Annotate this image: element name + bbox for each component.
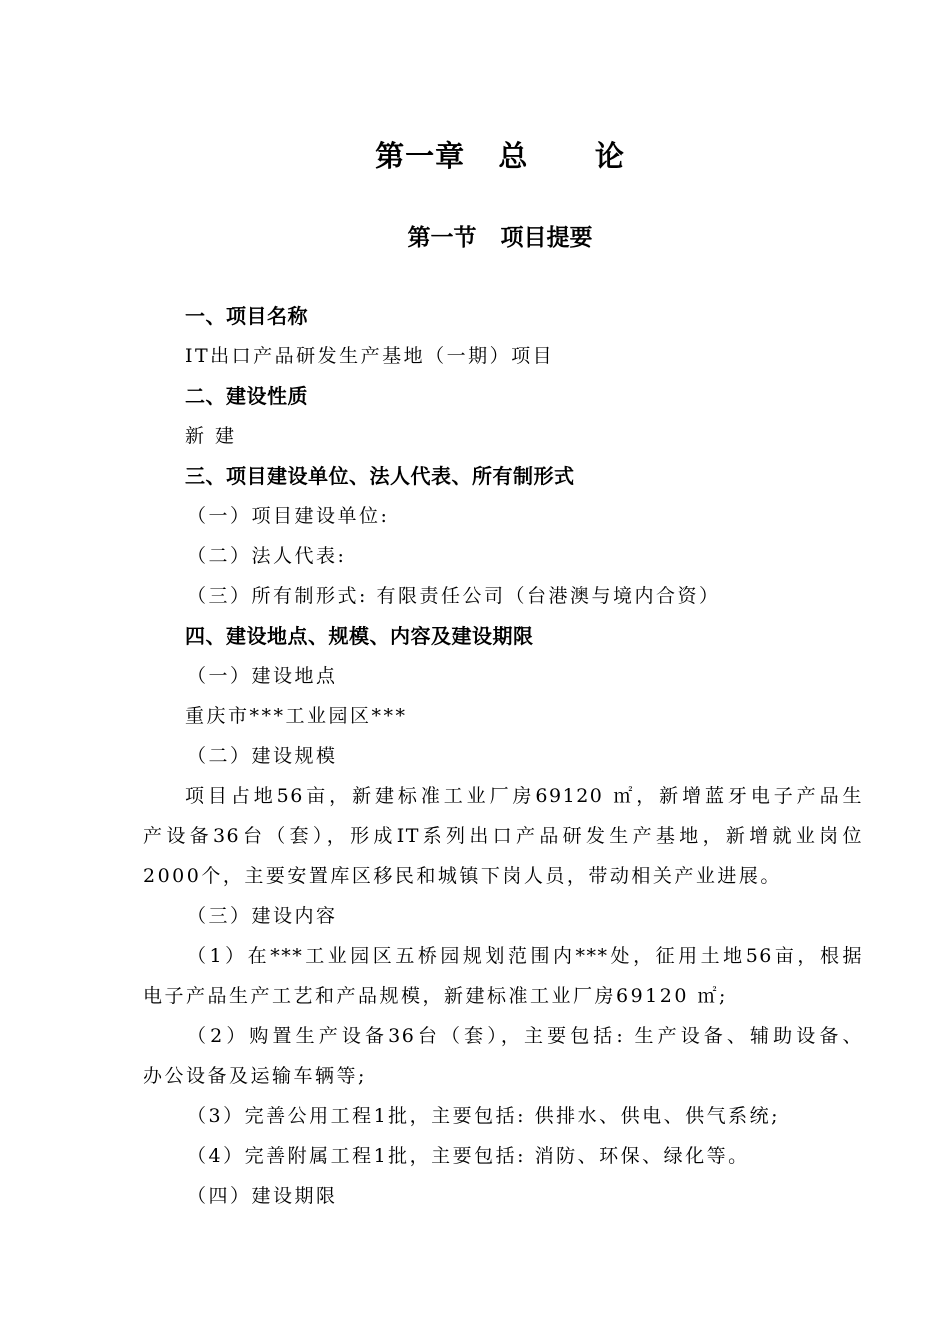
heading-construction-nature: 二、建设性质 bbox=[185, 384, 308, 408]
project-name-text: IT出口产品研发生产基地（一期）项目 bbox=[185, 345, 555, 367]
scale-paragraph-line: 产设备36台（套），形成IT系列出口产品研发生产基地，新增就业岗位 bbox=[143, 825, 863, 847]
content-item-3-line: （3）完善公用工程1批，主要包括: 供排水、供电、供气系统; bbox=[187, 1105, 781, 1127]
location-text: 重庆市***工业园区*** bbox=[185, 705, 408, 727]
chapter-title: 第一章 总 论 bbox=[375, 139, 625, 173]
ownership-form-line: （三）所有制形式: 有限责任公司（台港澳与境内合资） bbox=[187, 585, 721, 607]
content-item-4-line: （4）完善附属工程1批，主要包括: 消防、环保、绿化等。 bbox=[187, 1145, 750, 1167]
scale-paragraph-line: 2000个，主要安置库区移民和城镇下岗人员，带动相关产业进展。 bbox=[143, 865, 782, 887]
subheading-period: （四）建设期限 bbox=[187, 1185, 338, 1207]
content-item-2-line: （2）购置生产设备36台（套），主要包括: 生产设备、辅助设备、 bbox=[187, 1025, 863, 1047]
construction-nature-text: 新 建 bbox=[185, 425, 237, 447]
content-item-1-line: （1）在***工业园区五桥园规划范围内***处，征用土地56亩，根据 bbox=[187, 945, 863, 967]
heading-project-name: 一、项目名称 bbox=[185, 304, 308, 328]
legal-representative-line: （二）法人代表: bbox=[187, 545, 347, 567]
document-body bbox=[143, 296, 863, 1216]
heading-construction-unit: 三、项目建设单位、法人代表、所有制形式 bbox=[185, 464, 575, 488]
subheading-scale: （二）建设规模 bbox=[187, 745, 338, 767]
subheading-location: （一）建设地点 bbox=[187, 665, 338, 687]
section-title: 第一节 项目提要 bbox=[407, 225, 593, 251]
construction-unit-line: （一）项目建设单位: bbox=[187, 505, 390, 527]
scale-paragraph-line: 项目占地56亩，新建标准工业厂房69120 ㎡，新增蓝牙电子产品生 bbox=[185, 785, 863, 807]
heading-location-scale: 四、建设地点、规模、内容及建设期限 bbox=[185, 624, 534, 648]
content-item-2-line: 办公设备及运输车辆等; bbox=[143, 1065, 367, 1087]
content-item-1-line: 电子产品生产工艺和产品规模，新建标准工业厂房69120 ㎡; bbox=[143, 985, 728, 1007]
subheading-content: （三）建设内容 bbox=[187, 905, 338, 927]
